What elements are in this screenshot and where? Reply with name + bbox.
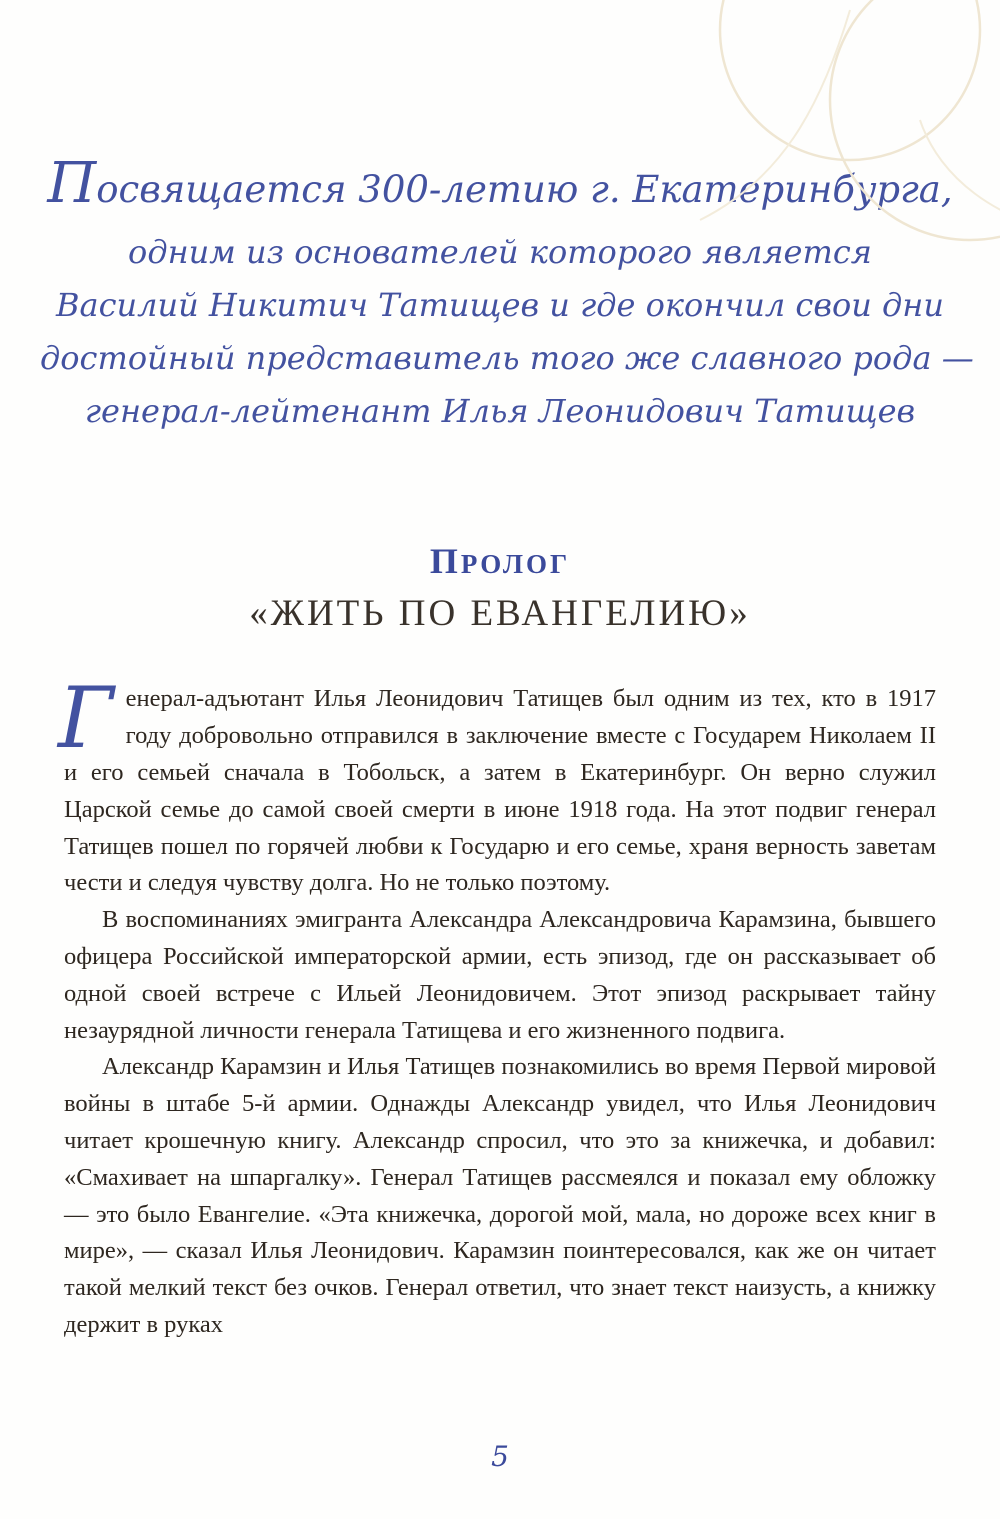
paragraph: Александр Карамзин и Илья Татищев познакомились во время Первой мировой войны в штабе 5-й армии. Однажды Александр увидел, что Илья Леонидович читает крошечную книгу. Александр спросил, что это за книжечка, и добавил: «Смахивает на шпаргалку». Генерал Татищев рассмеялся и показал ему обложку — это было Евангелие. «Эта книжечка, дорогой мой, мала, но дороже всех книг в мире», — сказал Илья Леонидович. Карамзин поинтересовался, как же он читает такой мелкий текст без очков. Генерал ответил, что знает текст наизусть, а книжку держит в руках [64, 1053, 936, 1338]
paragraph: В воспоминаниях эмигранта Александра Александровича Карамзина, бывшего офицера Российской императорской армии, есть эпизод, где он рассказывает об одной своей встрече с Ильей Леонидовичем. Этот эпизод раскрывает тайну незаурядной личности генерала Татищева и его жизненного подвига. [64, 906, 936, 1044]
prologue-heading: ПРОЛОГ [429, 541, 571, 582]
dedication-line: одним из основателей которого является [128, 233, 872, 271]
chapter-title: «ЖИТЬ ПО ЕВАНГЕЛИЮ» [249, 593, 751, 635]
body-text [58, 669, 936, 1343]
dedication-line: достойный представитель того же славного рода — [40, 339, 974, 378]
drop-cap: Г [58, 669, 114, 768]
dedication [40, 142, 974, 438]
dedication-line: Посвящается 300-летию г. Екатеринбурга, [47, 151, 953, 216]
paragraph-first [58, 669, 936, 902]
paragraph-text: енерал-адъютант Илья Леонидович Татищев был одним из тех, кто в 1917 году добровольно отправился в заключение вместе с Государем Николаем II и его семьей сначала в Тобольск, а затем в Екатеринбург. Он верно служил Царской семье до самой своей смерти в июне 1918 года. На этот подвиг генерал Татищев пошел по горячей любви к Государю и его семье, храня верность заветам чести и следуя чувству долга. Но не только поэтому. [64, 685, 936, 897]
dedication-line: генерал-лейтенант Илья Леонидович Татищев [84, 392, 916, 431]
dedication-line: Василий Никитич Татищев и где окончил свои дни [56, 286, 944, 325]
page-number: 5 [491, 1440, 509, 1473]
